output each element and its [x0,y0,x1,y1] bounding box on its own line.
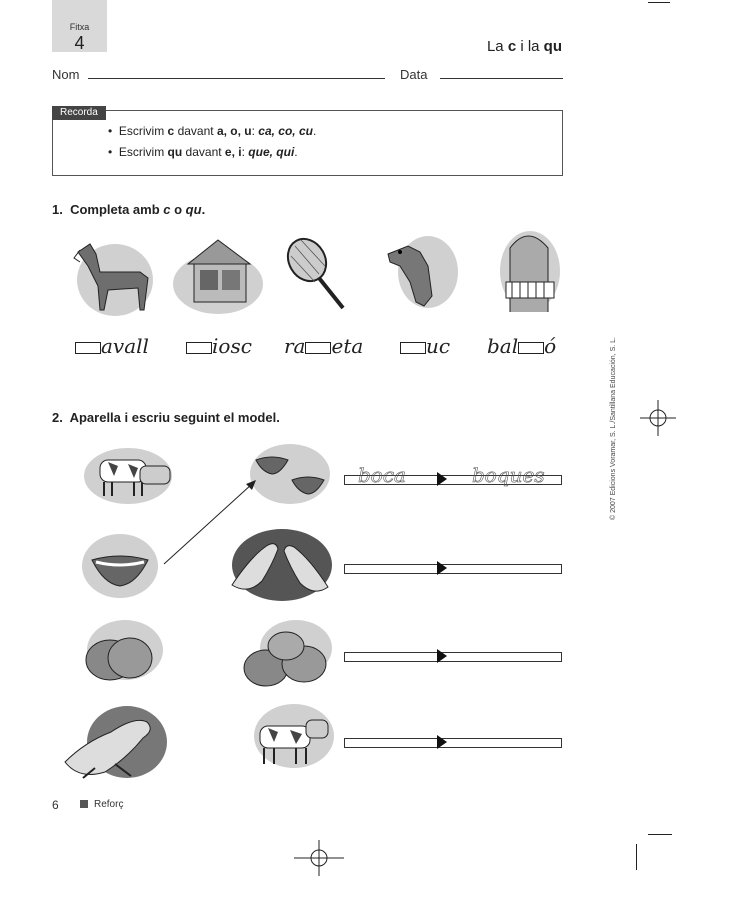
blank-4[interactable] [400,342,426,354]
word-5: bal ó [487,334,557,358]
word-2: iosc [186,334,252,358]
blank-1[interactable] [75,342,101,354]
write-line-2[interactable] [344,564,562,574]
arrow-2-icon [437,561,447,575]
balcony-picture [490,226,565,316]
blank-3[interactable] [305,342,331,354]
fitxa-number: 4 [74,33,85,53]
crop-mark-top [648,2,670,3]
recorda-tag: Recorda [52,106,106,120]
registration-mark-bottom [294,840,344,876]
model-plural: boques [472,463,545,487]
arrow-3-icon [437,649,447,663]
arrow-4-icon [437,735,447,749]
registration-mark-right [640,400,676,436]
rule-qu: • Escrivim qu davant e, i: que, qui. [108,145,298,159]
cow-picture [250,702,335,772]
crop-mark-bottom [648,834,672,835]
recorda-box [52,110,563,176]
racket-picture [285,232,355,312]
exercise2-title: 2. Aparella i escriu seguint el model. [52,410,280,425]
fitxa-label: Fitxa [69,22,90,32]
copyright: © 2007 Edicions Voramar, S. L./Santillana Educación, S. L. [610,337,617,520]
blank-2[interactable] [186,342,212,354]
word-4: uc [400,334,450,358]
blank-5[interactable] [518,342,544,354]
footer-label: Reforç [94,799,124,810]
page-title: La c i la qu [486,38,562,55]
nom-label: Nom [52,67,80,82]
write-line-4[interactable] [344,738,562,748]
data-label: Data [400,67,428,82]
fitxa-badge [52,0,107,52]
seal-picture [55,702,170,782]
page-number: 6 [52,798,59,812]
word-1: avall [75,334,149,358]
pumpkin-picture [70,618,165,688]
dinosaur-toy-picture [380,232,460,312]
word-3: ra eta [284,334,364,358]
model-arrow [160,478,260,568]
footer-square-icon [80,800,88,808]
exercise1-title: 1. Completa amb c o qu. [52,202,206,217]
crop-mark-vertical [636,844,637,870]
arrow-1-icon [437,472,447,486]
rule-c: • Escrivim c davant a, o, u: ca, co, cu. [108,124,317,138]
data-field[interactable] [440,78,563,79]
nom-field[interactable] [88,78,385,79]
horse-picture [60,232,155,317]
model-singular: boca [358,463,406,487]
pumpkins-picture [240,618,335,693]
kiosk-picture [170,232,265,317]
write-line-3[interactable] [344,652,562,662]
mouths-picture [248,442,333,507]
mouth-picture [80,530,160,600]
